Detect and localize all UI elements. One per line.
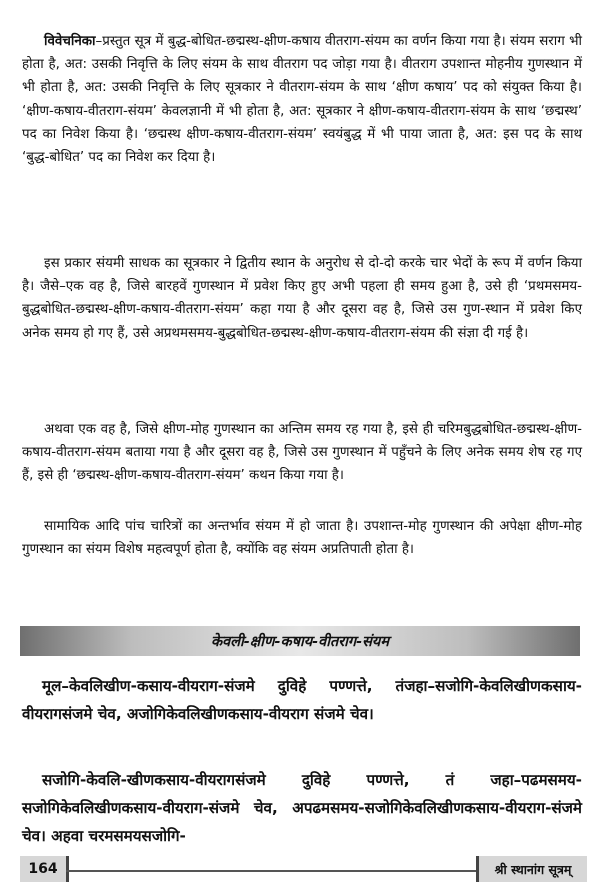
commentary-paragraph-4: सामायिक आदि पांच चारित्रों का अन्तर्भाव संयम में हो जाता है। उपशान्त-मोह गुणस्थान की अपेक्षा क्षीण-मोह गुणस्थान का संयम विशेष महत्वपूर्ण होता है, क्योंकि वह संयम अप्रतिपाती होता है। xyxy=(22,519,582,558)
sutra-text-1: मूल–केवलिखीण-कसाय-वीयराग-संजमे दुविहे पण्णत्ते, तंजहा–सजोगि-केवलिखीणकसाय-वीयरागसंजमे चेव, अजोगिकेवलिखीणकसाय-वीयराग संजमे चेव। xyxy=(22,677,582,723)
commentary-paragraph-3: अथवा एक वह है, जिसे क्षीण-मोह गुणस्थान का अन्तिम समय रह गया है, इसे ही चरिमबुद्धबोधित-छद्मस्थ-क्षीण-कषाय-वीतराग-संयम बताया गया है और दूसरा वह है, जिसे उस गुणस्थान में पहुँचने के लिए अनेक समय शेष रह गए हैं, इसे ही ‘छद्मस्थ-क्षीण-कषाय-वीतराग-संयम’ कथन किया गया है। xyxy=(22,422,582,484)
commentary-term: विवेचनिका xyxy=(44,34,96,49)
sutra-text-2: सजोगि-केवलि-खीणकसाय-वीयरागसंजमे दुविहे पण्णत्ते, तं जहा–पढमसमय-सजोगिकेवलिखीणकसाय-वीयराग-संजमे चेव, अपढमसमय-सजोगिकेवलिखीणकसाय-वीयराग-संजमे चेव। अहवा चरमसमयसजोगि- xyxy=(22,771,582,845)
commentary-paragraph-1 xyxy=(22,30,582,169)
page-number: 164 xyxy=(20,856,69,882)
footer-divider xyxy=(66,870,476,872)
commentary-paragraph-2: इस प्रकार संयमी साधक का सूत्रकार ने द्वितीय स्थान के अनुरोध से दो-दो करके चार भेदों के रूप में वर्णन किया है। जैसे–एक वह है, जिसे बारहवें गुणस्थान में प्रवेश किए हुए अभी पहला ही समय हुआ है, उसे ही ‘प्रथमसमय-बुद्धबोधित-छद्मस्थ-क्षीण-कषाय-वीतराग-संयम’ कहा गया है और दूसरा वह है, जिसे उस गुण-स्थान में प्रवेश किए अनेक समय हो गए हैं, उसे अप्रथमसमय-बुद्धबोधित-छद्मस्थ-क्षीण-कषाय-वीतराग-संयम की संज्ञा दी गई है। xyxy=(22,256,582,341)
section-title: केवली-क्षीण-कषाय-वीतराग-संयम xyxy=(211,634,389,650)
section-heading-bar xyxy=(20,626,580,656)
book-title: श्री स्थानांग सूत्रम् xyxy=(476,856,587,882)
commentary-text: –प्रस्तुत सूत्र में बुद्ध-बोधित-छद्मस्थ-क्षीण-कषाय वीतराग-संयम का वर्णन किया गया है। संयम सराग भी होता है, अत: उसकी निवृत्ति के लिए संयम के साथ वीतराग पद जोड़ा गया है। वीतराग उपशान्त मोहनीय गुणस्थान में भी होता है, अत: उसकी निवृत्ति के लिए सूत्रकार ने वीतराग-संयम के साथ ‘क्षीण कषाय’ पद को संयुक्त किया है। ‘क्षीण-कषाय-वीतराग-संयम’ केवलज्ञानी में भी होता है, अत: सूत्रकार ने क्षीण-कषाय-वीतराग-संयम के साथ ‘छद्मस्थ’ पद का निवेश किया है। ‘छद्मस्थ क्षीण-कषाय-वीतराग-संयम’ स्वयंबुद्ध में भी पाया जाता है, अत: इस पद के साथ ‘बुद्ध-बोधित’ पद का निवेश कर दिया है। xyxy=(22,34,583,166)
